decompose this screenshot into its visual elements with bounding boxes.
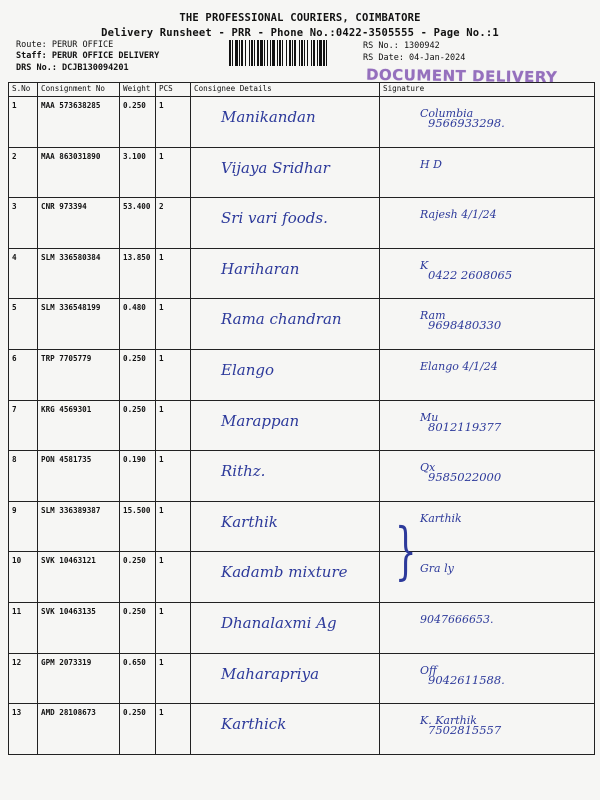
handwritten-signature: Mu: [420, 410, 439, 424]
barcode-bar: [264, 40, 265, 66]
barcode-bar: [299, 40, 300, 66]
barcode-bar: [245, 40, 246, 66]
cell-signature: [380, 704, 595, 755]
cell-consignee: [191, 248, 380, 299]
cell-pcs: 1: [156, 400, 191, 451]
cell-consignee: [191, 299, 380, 350]
cell-sno: 7: [9, 400, 38, 451]
cell-sno: 1: [9, 97, 38, 148]
barcode-bar: [286, 40, 287, 66]
cell-pcs: 1: [156, 704, 191, 755]
cell-signature: [380, 248, 595, 299]
barcode-bar: [272, 40, 275, 66]
table-row: [9, 400, 595, 451]
cell-weight: 0.650: [120, 653, 156, 704]
barcode-bar: [304, 40, 305, 66]
handwritten-consignee-name: Karthick: [221, 715, 287, 734]
handwritten-consignee-name: Dhanalaxmi Ag: [221, 613, 337, 632]
handwritten-signature: K: [420, 258, 429, 272]
cell-weight: 0.250: [120, 704, 156, 755]
cell-pcs: 1: [156, 501, 191, 552]
cell-pcs: 1: [156, 248, 191, 299]
table-row: [9, 602, 595, 653]
table-row: [9, 299, 595, 350]
barcode-bar: [313, 40, 315, 66]
table-row: [9, 198, 595, 249]
barcode-bar: [239, 40, 240, 66]
col-consignee-header: Consignee Details: [191, 83, 380, 97]
barcode-bar: [307, 40, 308, 66]
handwritten-consignee-name: Sri vari foods.: [221, 209, 328, 228]
col-pcs-header: PCS: [156, 83, 191, 97]
cell-consignment-no: MAA 863031890: [38, 147, 120, 198]
cell-signature: [380, 349, 595, 400]
table-row: [9, 147, 595, 198]
cell-signature: [380, 147, 595, 198]
cell-sno: 5: [9, 299, 38, 350]
handwritten-mobile-number: 0422 2608065: [428, 267, 513, 282]
col-weight-header: Weight: [120, 83, 156, 97]
cell-consignee: [191, 349, 380, 400]
cell-sno: 13: [9, 704, 38, 755]
handwritten-signature: Elango 4/1/24: [420, 359, 498, 373]
handwritten-mobile-number: 9698480330: [428, 318, 502, 333]
barcode-bar: [241, 40, 243, 66]
barcode-bar: [294, 40, 296, 66]
handwritten-signature: Qx: [420, 461, 436, 475]
handwritten-mobile-number: 9566933298.: [428, 116, 505, 130]
cell-sno: 8: [9, 451, 38, 502]
barcode-bar: [251, 40, 253, 66]
handwritten-signature: Ram: [420, 309, 446, 323]
cell-pcs: 1: [156, 349, 191, 400]
cell-consignment-no: KRG 4569301: [38, 400, 120, 451]
table-row: [9, 501, 595, 552]
cell-signature: [380, 602, 595, 653]
cell-pcs: 2: [156, 198, 191, 249]
handwritten-consignee-name: Kadamb mixture: [221, 563, 348, 582]
barcode-bar: [323, 40, 325, 66]
barcode-bar: [301, 40, 303, 66]
cell-sno: 6: [9, 349, 38, 400]
barcode-bar: [267, 40, 268, 66]
barcode-bar: [257, 40, 259, 66]
cell-signature: [380, 653, 595, 704]
cell-weight: 0.250: [120, 602, 156, 653]
cell-sno: 11: [9, 602, 38, 653]
cell-consignee: [191, 653, 380, 704]
cell-consignee: [191, 97, 380, 148]
handwritten-brace-mark: }: [394, 514, 417, 587]
cell-consignee: [191, 147, 380, 198]
route-label: Route: PERUR OFFICE: [16, 40, 114, 50]
cell-signature: [380, 400, 595, 451]
cell-weight: 0.250: [120, 552, 156, 603]
barcode-bar: [277, 40, 278, 66]
rs-number: RS No.: 1300942: [363, 41, 440, 51]
barcode-bar: [279, 40, 281, 66]
table-row: [9, 248, 595, 299]
handwritten-consignee-name: Rithz.: [221, 462, 266, 481]
cell-weight: 0.250: [120, 400, 156, 451]
cell-consignment-no: CNR 973394: [38, 198, 120, 249]
table-row: [9, 451, 595, 502]
cell-consignee: [191, 501, 380, 552]
cell-sno: 4: [9, 248, 38, 299]
cell-consignment-no: SLM 336548199: [38, 299, 120, 350]
barcode-bar: [270, 40, 271, 66]
cell-pcs: 1: [156, 653, 191, 704]
handwritten-signature: H D: [420, 157, 442, 171]
company-title: THE PROFESSIONAL COURIERS, COIMBATORE: [179, 12, 421, 24]
cell-consignment-no: GPM 2073319: [38, 653, 120, 704]
cell-consignment-no: SLM 336580384: [38, 248, 120, 299]
barcode-bar: [282, 40, 283, 66]
cell-signature: [380, 451, 595, 502]
cell-signature: [380, 299, 595, 350]
handwritten-signature: Rajesh 4/1/24: [420, 208, 497, 222]
handwritten-consignee-name: Hariharan: [221, 259, 300, 278]
handwritten-signature: 9047666653.: [420, 612, 494, 626]
cell-sno: 12: [9, 653, 38, 704]
table-row: [9, 552, 595, 603]
cell-weight: 0.250: [120, 97, 156, 148]
cell-pcs: 1: [156, 147, 191, 198]
document-delivery-stamp: DOCUMENT DELIVERY: [365, 65, 558, 87]
barcode-bar: [232, 40, 233, 66]
cell-consignment-no: PON 4581735: [38, 451, 120, 502]
runsheet-subtitle: Delivery Runsheet - PRR - Phone No.:0422-3505555 - Page No.:1: [101, 27, 499, 39]
handwritten-signature: Off: [420, 663, 437, 677]
handwritten-consignee-name: Karthik: [221, 512, 278, 531]
cell-consignee: [191, 552, 380, 603]
cell-signature: [380, 97, 595, 148]
table-row: [9, 97, 595, 148]
handwritten-consignee-name: Manikandan: [221, 108, 316, 126]
handwritten-consignee-name: Elango: [221, 360, 274, 379]
cell-consignment-no: SLM 336389387: [38, 501, 120, 552]
cell-pcs: 1: [156, 97, 191, 148]
handwritten-mobile-number: 9042611588.: [428, 672, 505, 687]
cell-weight: 0.190: [120, 451, 156, 502]
handwritten-signature: Gra ly: [420, 562, 454, 576]
handwritten-consignee-name: Rama chandran: [221, 310, 342, 329]
table-row: [9, 349, 595, 400]
cell-consignment-no: TRP 7705779: [38, 349, 120, 400]
cell-consignee: [191, 198, 380, 249]
handwritten-mobile-number: 9585022000: [428, 470, 502, 485]
barcode-bar: [326, 40, 327, 66]
cell-weight: 15.500: [120, 501, 156, 552]
cell-consignee: [191, 451, 380, 502]
barcode-bar: [319, 40, 322, 66]
cell-consignment-no: SVK 10463121: [38, 552, 120, 603]
barcode-bar: [254, 40, 255, 66]
cell-pcs: 1: [156, 552, 191, 603]
handwritten-signature: Columbia: [420, 107, 474, 120]
cell-sno: 2: [9, 147, 38, 198]
cell-pcs: 1: [156, 299, 191, 350]
barcode-bar: [249, 40, 250, 66]
cell-sno: 9: [9, 501, 38, 552]
table-row: [9, 704, 595, 755]
drs-number: DRS No.: DCJB130094201: [16, 63, 129, 73]
cell-consignee: [191, 400, 380, 451]
barcode-bar: [229, 40, 231, 66]
handwritten-mobile-number: 8012119377: [428, 419, 502, 434]
handwritten-consignee-name: Vijaya Sridhar: [221, 158, 330, 177]
cell-pcs: 1: [156, 451, 191, 502]
barcode-bar: [311, 40, 312, 66]
cell-consignment-no: MAA 573638285: [38, 97, 120, 148]
barcode-bar: [292, 40, 293, 66]
cell-weight: 13.850: [120, 248, 156, 299]
cell-consignment-no: SVK 10463135: [38, 602, 120, 653]
cell-pcs: 1: [156, 602, 191, 653]
cell-signature: [380, 198, 595, 249]
cell-consignee: [191, 704, 380, 755]
col-consignment-header: Consignment No: [38, 83, 120, 97]
runsheet-table: [8, 82, 595, 755]
cell-consignee: [191, 602, 380, 653]
cell-weight: 3.100: [120, 147, 156, 198]
barcode-bar: [317, 40, 318, 66]
handwritten-consignee-name: Maharapriya: [221, 664, 320, 683]
col-sno-header: S.No: [9, 83, 38, 97]
cell-consignment-no: AMD 28108673: [38, 704, 120, 755]
cell-weight: 0.250: [120, 349, 156, 400]
rs-date: RS Date: 04-Jan-2024: [363, 53, 466, 63]
barcode-bar: [235, 40, 238, 66]
cell-sno: 3: [9, 198, 38, 249]
col-signature-header: Signature: [380, 83, 595, 97]
table-row: [9, 653, 595, 704]
cell-weight: 53.400: [120, 198, 156, 249]
cell-weight: 0.480: [120, 299, 156, 350]
handwritten-signature: Karthik: [420, 511, 462, 525]
barcode-bar: [260, 40, 263, 66]
cell-sno: 10: [9, 552, 38, 603]
handwritten-mobile-number: 7502815557: [428, 723, 502, 738]
handwritten-consignee-name: Marappan: [221, 411, 300, 430]
barcode-bar: [289, 40, 291, 66]
table-header-row: [9, 83, 595, 97]
handwritten-signature: K. Karthik: [420, 714, 477, 728]
barcode-image: [229, 40, 357, 66]
staff-label: Staff: PERUR OFFICE DELIVERY: [16, 51, 160, 61]
